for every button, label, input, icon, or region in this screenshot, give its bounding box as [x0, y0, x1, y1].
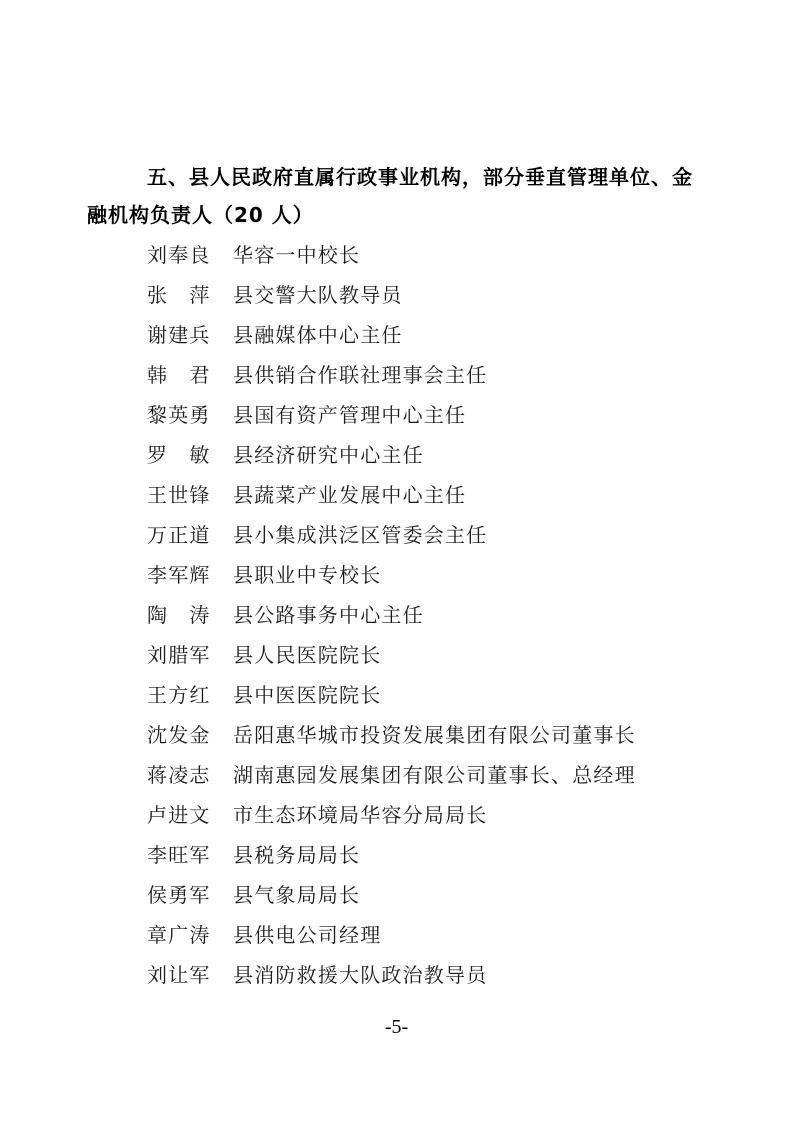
list-item	[147, 635, 747, 675]
list-item	[147, 755, 747, 795]
section-heading-line-1: 五、县人民政府直属行政事业机构，部分垂直管理单位、金	[147, 165, 693, 189]
person-position: 县供电公司经理	[233, 923, 382, 947]
person-name: 罗 敏	[147, 443, 211, 467]
person-name: 张 萍	[147, 283, 211, 307]
list-item	[147, 235, 747, 275]
person-name: 刘让军	[147, 963, 211, 987]
person-name: 万正道	[147, 523, 211, 547]
person-position: 县蔬菜产业发展中心主任	[233, 483, 467, 507]
person-name: 蒋凌志	[147, 763, 211, 787]
list-item	[147, 875, 747, 915]
list-item	[147, 275, 747, 315]
list-item	[147, 715, 747, 755]
person-position: 县消防救援大队政治教导员	[233, 963, 488, 987]
section-heading	[87, 158, 727, 234]
list-item	[147, 515, 747, 555]
person-name: 李军辉	[147, 563, 211, 587]
list-item	[147, 595, 747, 635]
person-position: 县小集成洪泛区管委会主任	[233, 523, 488, 547]
person-position: 市生态环境局华容分局局长	[233, 803, 488, 827]
person-position: 县人民医院院长	[233, 643, 382, 667]
person-name: 章广涛	[147, 923, 211, 947]
person-name: 王方红	[147, 683, 211, 707]
section-heading-line-2: 融机构负责人（20 人）	[87, 203, 314, 227]
list-item	[147, 555, 747, 595]
list-item	[147, 435, 747, 475]
person-name: 刘腊军	[147, 643, 211, 667]
person-position: 县中医医院院长	[233, 683, 382, 707]
list-item	[147, 475, 747, 515]
person-position: 县融媒体中心主任	[233, 323, 403, 347]
person-position: 县税务局局长	[233, 843, 361, 867]
list-item	[147, 915, 747, 955]
list-item	[147, 955, 747, 995]
list-item	[147, 315, 747, 355]
person-name: 黎英勇	[147, 403, 211, 427]
person-name: 刘奉良	[147, 243, 211, 267]
person-name: 侯勇军	[147, 883, 211, 907]
person-position: 湖南惠园发展集团有限公司董事长、总经理	[233, 763, 636, 787]
page-number: -5-	[384, 1016, 409, 1038]
person-position: 县交警大队教导员	[233, 283, 403, 307]
list-item	[147, 835, 747, 875]
list-item	[147, 395, 747, 435]
person-position: 县公路事务中心主任	[233, 603, 424, 627]
list-item	[147, 675, 747, 715]
person-name: 陶 涛	[147, 603, 211, 627]
person-name: 谢建兵	[147, 323, 211, 347]
personnel-list	[147, 235, 747, 995]
person-name: 王世锋	[147, 483, 211, 507]
person-position: 华容一中校长	[233, 243, 361, 267]
person-name: 李旺军	[147, 843, 211, 867]
person-position: 县气象局局长	[233, 883, 361, 907]
person-position: 岳阳惠华城市投资发展集团有限公司董事长	[233, 723, 636, 747]
list-item	[147, 355, 747, 395]
person-name: 卢进文	[147, 803, 211, 827]
person-position: 县经济研究中心主任	[233, 443, 424, 467]
person-position: 县供销合作联社理事会主任	[233, 363, 488, 387]
person-position: 县国有资产管理中心主任	[233, 403, 467, 427]
person-name: 韩 君	[147, 363, 211, 387]
person-name: 沈发金	[147, 723, 211, 747]
person-position: 县职业中专校长	[233, 563, 382, 587]
list-item	[147, 795, 747, 835]
